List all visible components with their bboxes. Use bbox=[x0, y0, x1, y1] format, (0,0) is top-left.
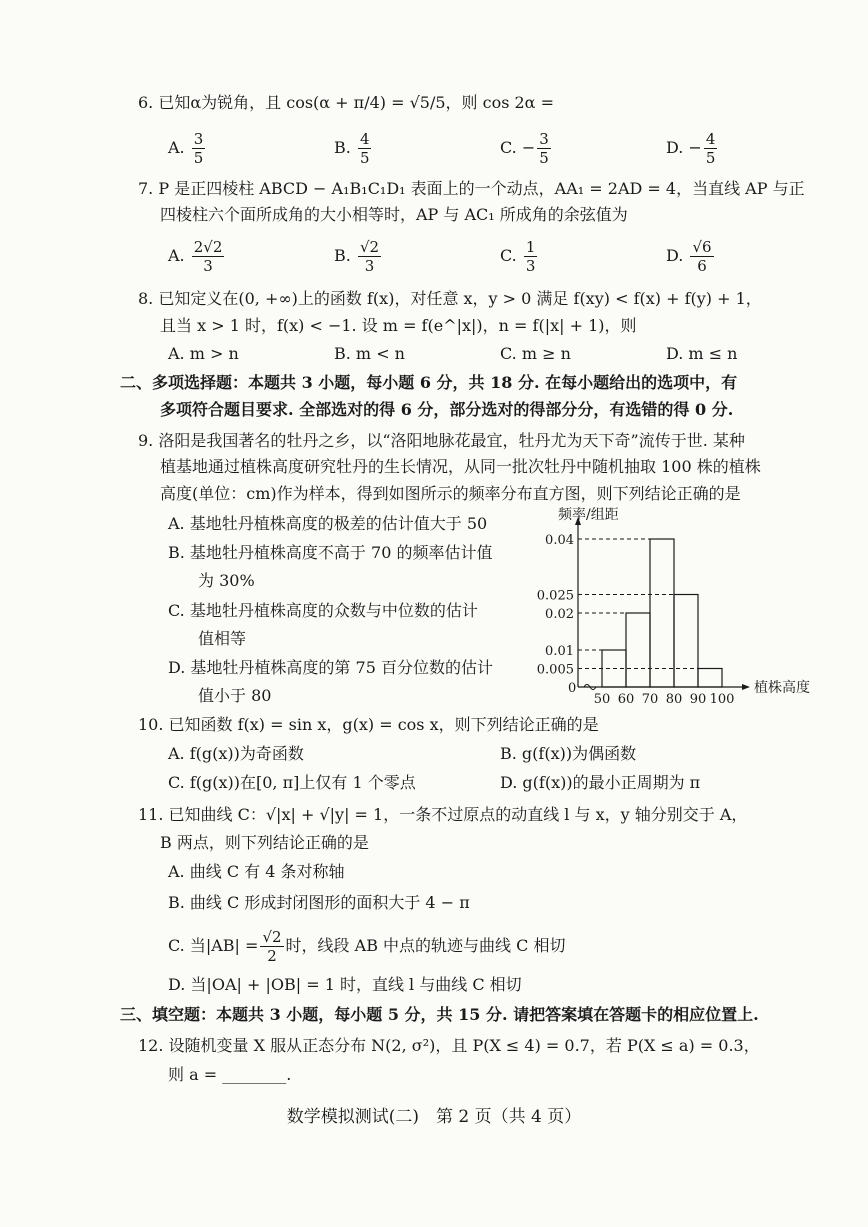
q11-option-c-num: √2 bbox=[262, 928, 282, 946]
x-tick-label: 50 bbox=[593, 692, 611, 705]
fraction-denominator: 5 bbox=[193, 149, 204, 167]
q6-option-letter: C. − bbox=[500, 138, 536, 157]
q6-option-fraction bbox=[537, 130, 551, 167]
q11-option-c bbox=[168, 928, 565, 965]
q7-option-letter: D. bbox=[666, 246, 689, 265]
fraction-denominator: 3 bbox=[525, 257, 536, 275]
q9-line3: 高度(单位：cm)作为样本，得到如图所示的频率分布直方图，则下列结论正确的是 bbox=[160, 484, 741, 503]
section2-note: 多项符合题目要求. 全部选对的得 6 分，部分选对的得部分分，有选错的得 0 分. bbox=[160, 400, 734, 419]
q11-option-c-pre: C. 当|AB| = bbox=[168, 936, 259, 955]
q7-option-fraction bbox=[192, 238, 225, 275]
q7-line2: 四棱柱六个面所成角的大小相等时，AP 与 AC₁ 所成角的余弦值为 bbox=[160, 205, 628, 224]
section2-heading: 二、多项选择题：本题共 3 小题，每小题 6 分，共 18 分. 在每小题给出的选项中，有 bbox=[120, 373, 738, 392]
fraction-denominator: 3 bbox=[364, 257, 375, 275]
q7-option-fraction bbox=[358, 238, 381, 275]
fraction-denominator: 5 bbox=[705, 149, 716, 167]
q11-option-c-post: 时，线段 AB 中点的轨迹与曲线 C 相切 bbox=[285, 936, 566, 955]
q6-option-b bbox=[334, 128, 373, 168]
histogram-bar bbox=[626, 613, 650, 687]
y-tick-label: 0.005 bbox=[536, 662, 574, 678]
q9-line2: 植基地通过植株高度研究牡丹的生长情况，从同一批次牡丹中随机抽取 100 株的植株 bbox=[160, 457, 761, 476]
q10-option-b: B. g(f(x))为偶函数 bbox=[500, 744, 637, 763]
x-tick-label: 90 bbox=[689, 692, 707, 705]
q7-option-fraction bbox=[524, 238, 538, 275]
q12-line1: 12. 设随机变量 X 服从正态分布 N(2, σ²)，且 P(X ≤ 4) = 0.7，若 P(X ≤ a) = 0.3， bbox=[138, 1036, 760, 1055]
x-axis-label: 植株高度 bbox=[754, 680, 810, 696]
q11-option-b: B. 曲线 C 形成封闭图形的面积大于 4 − π bbox=[168, 893, 470, 912]
q11-option-d: D. 当|OA| + |OB| = 1 时，直线 l 与曲线 C 相切 bbox=[168, 975, 522, 994]
q11-line2: B 两点，则下列结论正确的是 bbox=[160, 833, 369, 852]
q9-option-c-line2: 值相等 bbox=[198, 629, 247, 648]
q7-option-letter: B. bbox=[334, 246, 356, 265]
q7-option-fraction bbox=[690, 238, 713, 275]
fraction-numerator: √2 bbox=[359, 238, 380, 256]
q6-stem: 6. 已知α为锐角，且 cos(α + π/4) = √5/5，则 cos 2α = bbox=[138, 93, 554, 112]
q7-option-b bbox=[334, 236, 383, 276]
histogram-chart bbox=[530, 505, 820, 705]
x-tick-label: 70 bbox=[641, 692, 659, 705]
q10-option-d: D. g(f(x))的最小正周期为 π bbox=[500, 773, 701, 792]
q9-option-d-line2: 值小于 80 bbox=[198, 686, 272, 705]
q6-option-letter: D. − bbox=[666, 138, 702, 157]
histogram-bar bbox=[650, 539, 674, 687]
x-tick-label: 80 bbox=[665, 692, 683, 705]
histogram-bar bbox=[698, 669, 722, 688]
q7-option-a bbox=[168, 236, 226, 276]
q9-option-c-line1: C. 基地牡丹植株高度的众数与中位数的估计 bbox=[168, 601, 478, 620]
fraction-numerator: 3 bbox=[539, 130, 549, 148]
q6-option-fraction bbox=[358, 130, 372, 167]
fraction-denominator: 3 bbox=[203, 257, 213, 275]
q6-option-c bbox=[500, 128, 553, 168]
q7-option-letter: A. bbox=[168, 246, 190, 265]
fraction-numerator: 1 bbox=[525, 238, 536, 256]
fraction-numerator: 4 bbox=[359, 130, 370, 148]
y-tick-label: 0.01 bbox=[545, 644, 574, 659]
fraction-numerator: 2√2 bbox=[193, 238, 223, 256]
q9-option-a: A. 基地牡丹植株高度的极差的估计值大于 50 bbox=[168, 514, 488, 533]
q6-option-letter: A. bbox=[168, 138, 190, 157]
x-tick-label: 60 bbox=[617, 692, 635, 705]
q10-stem: 10. 已知函数 f(x) = sin x，g(x) = cos x，则下列结论正确的是 bbox=[138, 715, 599, 734]
q12-line2: 则 a = ________. bbox=[168, 1065, 292, 1084]
fraction-denominator: 5 bbox=[539, 149, 549, 167]
q7-line1: 7. P 是正四棱柱 ABCD − A₁B₁C₁D₁ 表面上的一个动点，AA₁ = 2AD = 4，当直线 AP 与正 bbox=[138, 179, 805, 198]
q6-option-fraction bbox=[704, 130, 718, 167]
q9-option-b-line1: B. 基地牡丹植株高度不高于 70 的频率估计值 bbox=[168, 543, 493, 562]
fraction-numerator: 3 bbox=[193, 130, 204, 148]
q11-option-a: A. 曲线 C 有 4 条对称轴 bbox=[168, 862, 345, 881]
q6-option-fraction bbox=[192, 130, 206, 167]
fraction-numerator: 4 bbox=[705, 130, 716, 148]
y-axis-label: 频率/组距 bbox=[558, 507, 619, 523]
q8-option-d: D. m ≤ n bbox=[666, 344, 738, 363]
x-tick-label: 100 bbox=[709, 692, 735, 705]
origin-label: 0 bbox=[568, 681, 577, 696]
q11-line1: 11. 已知曲线 C：√|x| + √|y| = 1，一条不过原点的动直线 l 与 x，y 轴分别交于 A， bbox=[138, 805, 748, 824]
q8-line1: 8. 已知定义在(0, +∞)上的函数 f(x)，对任意 x，y > 0 满足 f(xy) < f(x) + f(y) + 1， bbox=[138, 289, 762, 308]
q9-option-d-line1: D. 基地牡丹植株高度的第 75 百分位数的估计 bbox=[168, 658, 493, 677]
q8-option-b: B. m < n bbox=[334, 344, 405, 363]
histogram-bar bbox=[674, 595, 698, 688]
fraction-denominator: 5 bbox=[359, 149, 370, 167]
fraction-numerator: √6 bbox=[692, 238, 712, 256]
q10-option-c: C. f(g(x))在[0, π]上仅有 1 个零点 bbox=[168, 773, 416, 792]
y-tick-label: 0.02 bbox=[545, 607, 574, 622]
q7-option-letter: C. bbox=[500, 246, 522, 265]
q11-option-c-fraction bbox=[260, 928, 283, 965]
q8-option-c: C. m ≥ n bbox=[500, 344, 571, 363]
q10-option-a: A. f(g(x))为奇函数 bbox=[168, 744, 304, 763]
q6-option-d bbox=[666, 128, 719, 168]
q11-option-c-den: 2 bbox=[267, 947, 277, 965]
x-axis-arrow bbox=[742, 684, 750, 690]
fraction-denominator: 6 bbox=[697, 257, 707, 275]
q7-option-d bbox=[666, 236, 716, 276]
q8-option-a: A. m > n bbox=[168, 344, 239, 363]
y-tick-label: 0.025 bbox=[536, 588, 574, 604]
q7-option-c bbox=[500, 236, 539, 276]
q6-option-letter: B. bbox=[334, 138, 356, 157]
q9-option-b-line2: 为 30% bbox=[198, 571, 255, 590]
q6-option-a bbox=[168, 128, 207, 168]
section3-heading: 三、填空题：本题共 3 小题，每小题 5 分，共 15 分. 请把答案填在答题卡的相应位置上. bbox=[120, 1005, 759, 1024]
q8-line2: 且当 x > 1 时，f(x) < −1. 设 m = f(e^|x|)，n = f(|x| + 1)，则 bbox=[160, 316, 637, 335]
q9-line1: 9. 洛阳是我国著名的牡丹之乡，以“洛阳地脉花最宜，牡丹尤为天下奇”流传于世. 某种 bbox=[138, 431, 745, 450]
page-footer: 数学模拟测试(二) 第 2 页（共 4 页） bbox=[286, 1107, 582, 1127]
y-tick-label: 0.04 bbox=[545, 533, 574, 548]
